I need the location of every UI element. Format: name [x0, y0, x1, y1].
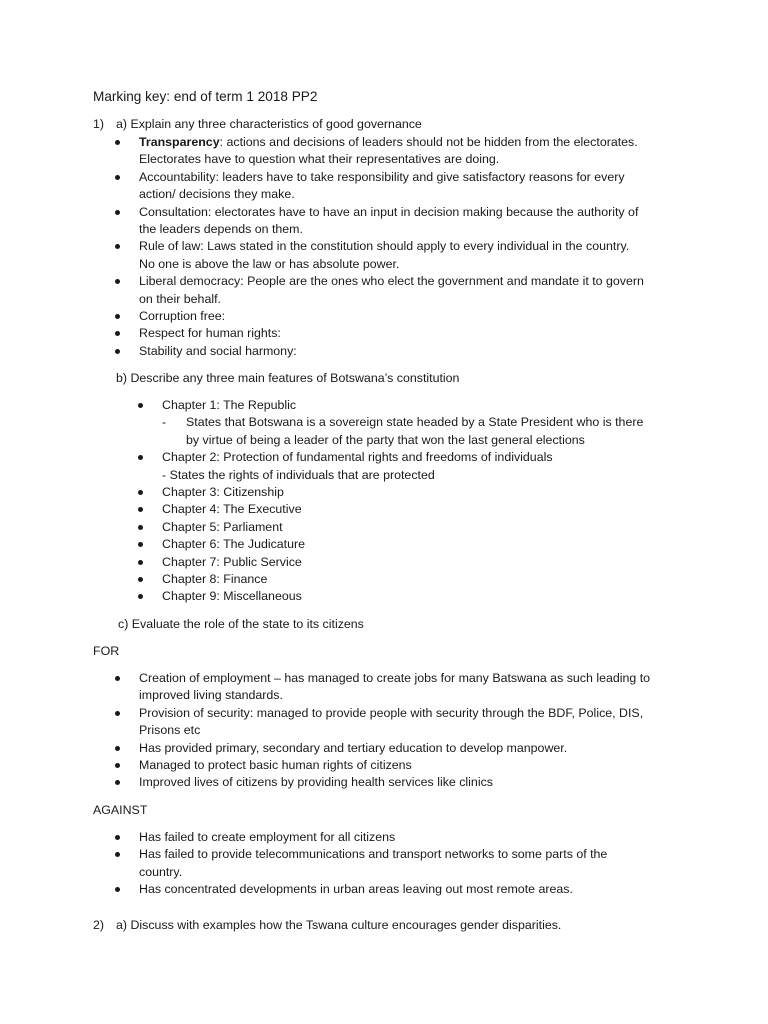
list-item	[139, 740, 650, 757]
chapter-text: Chapter 5: Parliament	[162, 519, 283, 534]
item-text-cont: improved living standards.	[139, 688, 283, 703]
item-text: : actions and decisions of leaders should not be hidden from the electorates.	[219, 135, 638, 149]
chapter-text: Chapter 2: Protection of fundamental rights and freedoms of individuals	[162, 450, 553, 465]
list-item	[139, 757, 650, 774]
question-number: 1)	[93, 117, 105, 131]
question-text: a) Explain any three characteristics of good governance	[116, 117, 422, 131]
bullet-icon	[115, 175, 120, 180]
list-item	[162, 397, 643, 414]
list-item	[139, 204, 644, 239]
bullet-icon	[138, 542, 143, 547]
list-item	[162, 449, 643, 484]
item-text: Stability and social harmony:	[139, 343, 297, 358]
list-item	[162, 554, 643, 571]
item-text: Respect for human rights:	[139, 326, 281, 341]
bullet-icon	[138, 594, 143, 599]
bullet-icon	[115, 746, 120, 751]
chapter-text: Chapter 4: The Executive	[162, 502, 302, 517]
chapter-text: Chapter 7: Public Service	[162, 554, 302, 569]
against-list	[139, 829, 607, 899]
item-text: Has failed to create employment for all citizens	[139, 830, 396, 844]
item-text: Creation of employment – has managed to create jobs for many Batswana as such leading to	[139, 671, 651, 685]
bullet-icon	[138, 577, 143, 582]
bullet-icon	[115, 711, 120, 716]
list-item	[139, 705, 650, 740]
against-label: AGAINST	[93, 803, 148, 817]
item-text-cont: country.	[139, 864, 183, 879]
item-text: Corruption free:	[139, 309, 226, 324]
list-item	[139, 308, 644, 325]
sub-item-text: - States the rights of individuals that are protected	[162, 467, 435, 482]
dash-marker: -	[162, 415, 167, 430]
bullet-icon	[138, 403, 143, 408]
bullet-icon	[115, 852, 120, 857]
chapter-text: Chapter 9: Miscellaneous	[162, 589, 302, 604]
question-2-a-heading	[93, 917, 561, 934]
list-item	[162, 588, 643, 605]
item-text: Consultation: electorates have to have an input in decision making because the authority of	[139, 204, 639, 219]
item-text: Accountability: leaders have to take responsibility and give satisfactory reasons for every	[139, 169, 625, 184]
item-text: Liberal democracy: People are the ones who elect the government and mandate it to govern	[139, 274, 644, 289]
list-item	[139, 343, 644, 360]
bullet-icon	[115, 349, 120, 354]
question-1-c-heading: c) Evaluate the role of the state to its citizens	[118, 617, 364, 631]
question-1-b-heading: b) Describe any three main features of Botswana’s constitution	[116, 371, 460, 385]
item-text-cont: Electorates have to question what their representatives are doing.	[139, 152, 500, 167]
bullet-icon	[115, 676, 120, 681]
bullet-icon	[138, 560, 143, 565]
item-text-cont: No one is above the law or has absolute power.	[139, 256, 400, 271]
bullet-icon	[115, 244, 120, 249]
sub-item-text: States that Botswana is a sovereign state headed by a State President who is there	[186, 415, 644, 430]
item-text-cont: the leaders depends on them.	[139, 222, 303, 237]
list-item	[162, 519, 643, 536]
list-item	[139, 774, 650, 791]
chapter-text: Chapter 6: The Judicature	[162, 537, 306, 552]
question-1-a-heading	[93, 116, 422, 133]
question-text: a) Discuss with examples how the Tswana culture encourages gender disparities.	[116, 918, 562, 932]
item-text-cont: action/ decisions they make.	[139, 187, 295, 202]
list-item	[139, 829, 607, 846]
chapter-text: Chapter 3: Citizenship	[162, 485, 284, 500]
item-text: Has concentrated developments in urban areas leaving out most remote areas.	[139, 882, 573, 897]
list-item	[139, 238, 644, 273]
question-number: 2)	[93, 918, 105, 932]
good-governance-list	[139, 134, 644, 360]
bullet-icon	[115, 835, 120, 840]
page-title: Marking key: end of term 1 2018 PP2	[93, 89, 318, 104]
list-item	[162, 501, 643, 518]
bullet-icon	[115, 210, 120, 215]
list-item	[162, 571, 643, 588]
list-item	[162, 484, 643, 501]
item-text: Rule of law: Laws stated in the constitution should apply to every individual in the country.	[139, 239, 630, 254]
list-item	[139, 273, 644, 308]
list-item	[139, 134, 644, 169]
constitution-chapters-list	[162, 397, 643, 606]
for-list	[139, 670, 650, 792]
bullet-icon	[115, 763, 120, 768]
list-item	[162, 536, 643, 553]
list-item	[139, 325, 644, 342]
list-item	[139, 846, 607, 881]
item-text: Provision of security: managed to provide people with security through the BDF, Police, DIS,	[139, 705, 644, 720]
chapter-text: Chapter 8: Finance	[162, 572, 268, 587]
bullet-icon	[138, 455, 143, 460]
sub-item	[162, 414, 643, 449]
list-item	[139, 881, 607, 898]
bullet-icon	[115, 279, 120, 284]
item-text-cont: Prisons etc	[139, 723, 201, 738]
list-item	[139, 670, 650, 705]
bold-term: Transparency	[139, 135, 220, 149]
item-text: Managed to protect basic human rights of citizens	[139, 758, 412, 773]
bullet-icon	[138, 490, 143, 495]
sub-item-text-cont: by virtue of being a leader of the party that won the last general elections	[186, 432, 585, 447]
bullet-icon	[115, 887, 120, 892]
for-label: FOR	[93, 644, 120, 658]
item-text: Improved lives of citizens by providing health services like clinics	[139, 775, 493, 790]
bullet-icon	[115, 331, 120, 336]
list-item	[139, 169, 644, 204]
item-text: Has failed to provide telecommunications and transport networks to some parts of the	[139, 847, 608, 862]
chapter-text: Chapter 1: The Republic	[162, 398, 297, 412]
item-text: Has provided primary, secondary and tertiary education to develop manpower.	[139, 740, 568, 755]
item-text-cont: on their behalf.	[139, 291, 221, 306]
bullet-icon	[138, 525, 143, 530]
bullet-icon	[115, 314, 120, 319]
bullet-icon	[138, 507, 143, 512]
bullet-icon	[115, 140, 120, 145]
bullet-icon	[115, 780, 120, 785]
